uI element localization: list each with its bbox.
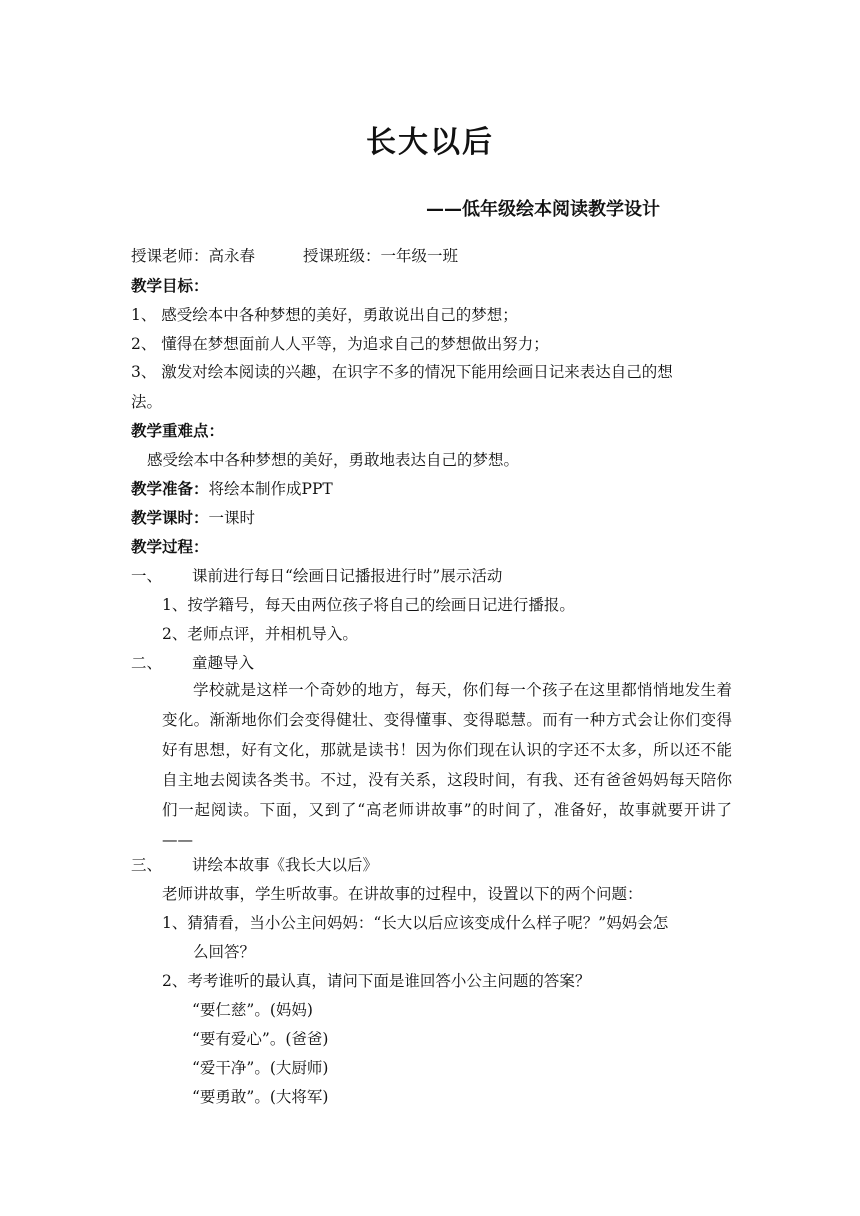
question-1-continued: 么回答？ bbox=[193, 943, 256, 961]
section-2-title: 童趣导入 bbox=[192, 654, 255, 672]
section-3-intro: 老师讲故事，学生听故事。在讲故事的过程中，设置以下的两个问题： bbox=[162, 885, 643, 903]
section-1-item: 2、老师点评，并相机导入。 bbox=[162, 625, 358, 643]
goal-item: 3、 激发对绘本阅读的兴趣，在识字不多的情况下能用绘画日记来表达自己的想 bbox=[131, 363, 673, 381]
section-1-item: 1、按学籍号，每天由两位孩子将自己的绘画日记进行播报。 bbox=[162, 596, 575, 614]
prep-text: 将绘本制作成PPT bbox=[208, 480, 333, 498]
class-info: 授课班级：一年级一班 bbox=[303, 247, 459, 265]
section-2-number: 二、 bbox=[131, 654, 163, 672]
process-heading: 教学过程： bbox=[131, 538, 209, 556]
hours-heading: 教学课时： bbox=[131, 509, 209, 527]
prep-line bbox=[131, 479, 333, 499]
hours-line bbox=[131, 508, 255, 528]
answer-item: “要有爱心”。(爸爸) bbox=[192, 1030, 329, 1048]
section-3-number: 三、 bbox=[131, 856, 163, 874]
hours-text: 一课时 bbox=[208, 509, 256, 527]
answer-item: “要仁慈”。(妈妈) bbox=[192, 1001, 313, 1019]
answer-item: “要勇敢”。(大将军) bbox=[192, 1088, 329, 1106]
section-1-number: 一、 bbox=[131, 567, 163, 585]
section-1-title: 课前进行每日“绘画日记播报进行时”展示活动 bbox=[192, 567, 503, 585]
question-2: 2、考考谁听的最认真，请问下面是谁回答小公主问题的答案？ bbox=[162, 972, 591, 990]
document-title: 长大以后 bbox=[366, 125, 494, 160]
document-subtitle: ——低年级绘本阅读教学设计 bbox=[426, 199, 660, 220]
goal-item: 1、 感受绘本中各种梦想的美好，勇敢说出自己的梦想； bbox=[131, 306, 518, 324]
goal-item: 2、 懂得在梦想面前人人平等，为追求自己的梦想做出努力； bbox=[131, 335, 549, 353]
prep-heading: 教学准备： bbox=[131, 480, 209, 498]
teacher-info: 授课老师：高永春 bbox=[131, 247, 256, 265]
goals-heading: 教学目标： bbox=[131, 277, 209, 295]
question-1: 1、猜猜看，当小公主问妈妈：“长大以后应该变成什么样子呢？”妈妈会怎 bbox=[162, 914, 669, 932]
key-points-text: 感受绘本中各种梦想的美好，勇敢地表达自己的梦想。 bbox=[147, 451, 520, 469]
goal-item-continued: 法。 bbox=[131, 393, 163, 411]
answer-item: “爱干净”。(大厨师) bbox=[192, 1059, 329, 1077]
section-2-paragraph: 学校就是这样一个奇妙的地方，每天，你们每一个孩子在这里都悄悄地发生着变化。渐渐地你们会变得健壮、变得懂事、变得聪慧。而有一种方式会让你们变得好有思想，好有文化，那就是读书！因为你们现在认识的字还不太多，所以还不能自主地去阅读各类书。不过，没有关系，这段时间，有我、还有爸爸妈妈每天陪你们一起阅读。下面，又到了“高老师讲故事”的时间了，准备好，故事就要开讲了—— bbox=[162, 681, 732, 849]
key-points-heading: 教学重难点： bbox=[131, 422, 225, 440]
section-3-title: 讲绘本故事《我长大以后》 bbox=[192, 856, 379, 874]
